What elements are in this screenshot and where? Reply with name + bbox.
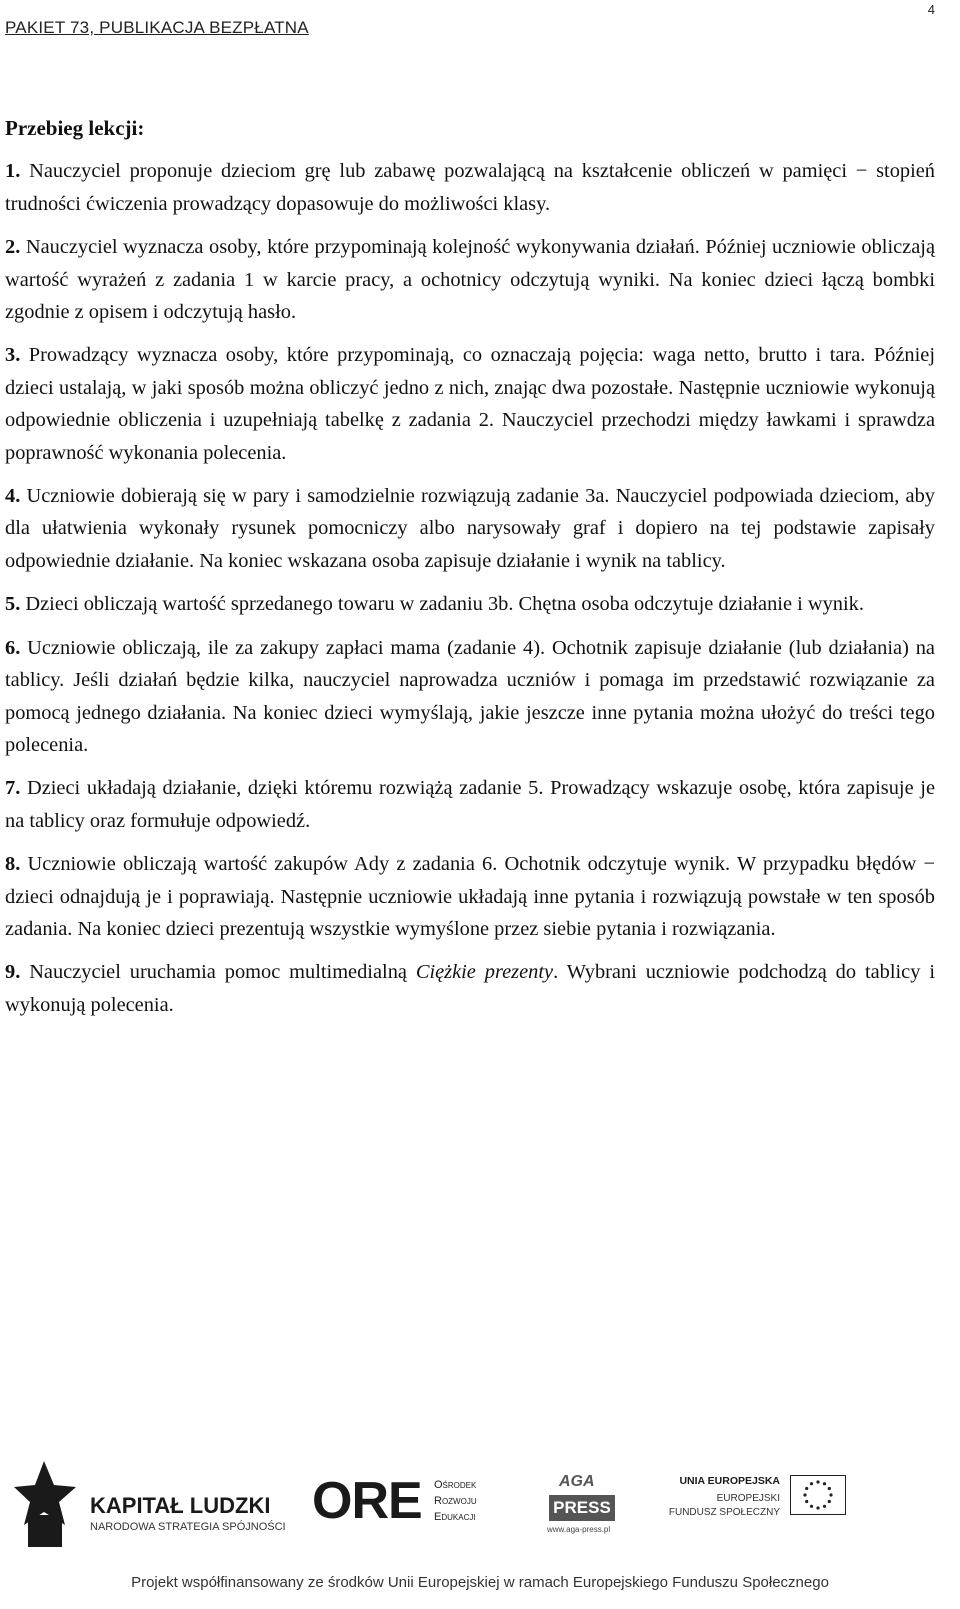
step-text: Uczniowie dobierają się w pary i samodzielnie rozwiązują zadanie 3a. Nauczyciel podpowiada dzieciom, aby dla ułatwienia wykonały rysunek pomocniczy albo narysowały graf i dopiero na tej podstawie zapisały odpowiednie działanie. Na koniec wskazana osoba zapisuje działanie i wynik na tablicy. bbox=[5, 485, 935, 572]
ore-line-1: Ośrodek bbox=[434, 1479, 477, 1491]
step-1 bbox=[5, 155, 935, 220]
step-text: Dzieci układają działanie, dzięki któremu rozwiążą zadanie 5. Prowadzący wskazuje osobę, która zapisuje je na tablicy oraz formułuje odpowiedź. bbox=[5, 777, 935, 832]
multimedia-title: Ciężkie prezenty bbox=[415, 961, 554, 984]
aga-url: www.aga-press.pl bbox=[547, 1525, 611, 1534]
step-7 bbox=[5, 772, 935, 837]
aga-top-text: AGA bbox=[559, 1473, 595, 1490]
step-number: 3. bbox=[5, 344, 21, 367]
step-number: 7. bbox=[5, 777, 21, 800]
page-header bbox=[5, 2, 943, 38]
step-9 bbox=[5, 956, 935, 1021]
lesson-content bbox=[5, 112, 935, 1032]
ore-logo bbox=[312, 1473, 512, 1543]
page-number: 4 bbox=[927, 2, 935, 17]
step-number: 4. bbox=[5, 485, 21, 508]
step-3 bbox=[5, 339, 935, 469]
header-title: PAKIET 73, PUBLIKACJA BEZPŁATNA bbox=[5, 18, 309, 37]
step-text: Uczniowie obliczają wartość zakupów Ady z zadania 6. Ochotnik odczytuje wynik. W przypadku błędów − dzieci odnajdują je i poprawiają. Następnie uczniowie układają inne pytania i rozwiązują powstałe w ten sposób zadania. Na koniec dzieci prezentują wszystkie wymyślone przez siebie pytania i rozwiązania. bbox=[5, 853, 935, 940]
section-title: Przebieg lekcji: bbox=[5, 116, 145, 140]
aga-press-box: PRESS bbox=[549, 1495, 615, 1521]
step-5 bbox=[5, 588, 935, 620]
step-number: 8. bbox=[5, 853, 21, 876]
step-6 bbox=[5, 632, 935, 762]
eu-line-1: UNIA EUROPEJSKA bbox=[679, 1475, 780, 1487]
footer-logos bbox=[0, 1455, 960, 1555]
step-text: Nauczyciel wyznacza osoby, które przypominają kolejność wykonywania działań. Później uczniowie obliczają wartość wyrażeń z zadania 1 w karcie pracy, a ochotnicy odczytują wyniki. Na koniec dzieci łączą bombki zgodnie z opisem i odczytują hasło. bbox=[5, 236, 935, 324]
step-number: 5. bbox=[5, 593, 21, 616]
step-text: Nauczyciel proponuje dzieciom grę lub zabawę pozwalającą na kształcenie obliczeń w pamięci − stopień trudności ćwiczenia prowadzący dopasowuje do możliwości klasy. bbox=[5, 160, 935, 215]
kapital-ludzki-subtitle: NARODOWA STRATEGIA SPÓJNOŚCI bbox=[90, 1521, 286, 1533]
step-number: 2. bbox=[5, 236, 21, 259]
ore-line-3: Edukacji bbox=[434, 1511, 476, 1523]
eu-line-2: EUROPEJSKI bbox=[716, 1493, 780, 1504]
step-number: 9. bbox=[5, 961, 21, 984]
step-text: Prowadzący wyznacza osoby, które przypominają, co oznaczają pojęcia: waga netto, brutto i tara. Później dzieci ustalają, w jaki sposób można obliczyć jedno z nich, znając dwa pozostałe. Następnie uczniowie wykonują odpowiednie obliczenia i uzupełniają tabelkę z zadania 2. Nauczyciel przechodzi między ławkami i sprawdza poprawność wykonania polecenia. bbox=[5, 344, 935, 464]
step-text: Uczniowie obliczają, ile za zakupy zapłaci mama (zadanie 4). Ochotnik zapisuje działanie (lub działania) na tablicy. Jeśli działań będzie kilka, nauczyciel naprowadza uczniów i pomaga im przedstawić rozwiązanie za pomocą jednego działania. Na koniec dzieci wymyślają, jakie jeszcze inne pytania można ułożyć do treści tego polecenia. bbox=[5, 636, 935, 756]
step-8 bbox=[5, 848, 935, 945]
eu-flag-icon bbox=[790, 1475, 846, 1515]
step-2 bbox=[5, 231, 935, 328]
step-text-end: . Wybrani uczniowie podchodzą do tablicy i wykonują polecenia. bbox=[5, 961, 935, 1016]
step-number: 1. bbox=[5, 160, 21, 183]
step-4 bbox=[5, 480, 935, 577]
kapital-ludzki-logo bbox=[14, 1459, 284, 1549]
ore-wordmark: ORE bbox=[312, 1472, 422, 1530]
ore-line-2: Rozwoju bbox=[434, 1495, 477, 1507]
eu-line-3: FUNDUSZ SPOŁECZNY bbox=[668, 1507, 780, 1518]
aga-press-logo bbox=[545, 1473, 625, 1543]
kapital-ludzki-title: KAPITAŁ LUDZKI bbox=[90, 1493, 271, 1518]
step-number: 6. bbox=[5, 636, 21, 659]
footer-funding-note: Projekt współfinansowany ze środków Unii Europejskiej w ramach Europejskiego Funduszu Społecznego bbox=[131, 1574, 829, 1591]
step-text: Dzieci obliczają wartość sprzedanego towaru w zadaniu 3b. Chętna osoba odczytuje działanie i wynik. bbox=[25, 593, 864, 616]
step-text: Nauczyciel uruchamia pomoc multimedialną bbox=[29, 961, 407, 984]
kapital-ludzki-emblem-icon bbox=[14, 1459, 76, 1549]
eu-logo bbox=[668, 1469, 853, 1539]
